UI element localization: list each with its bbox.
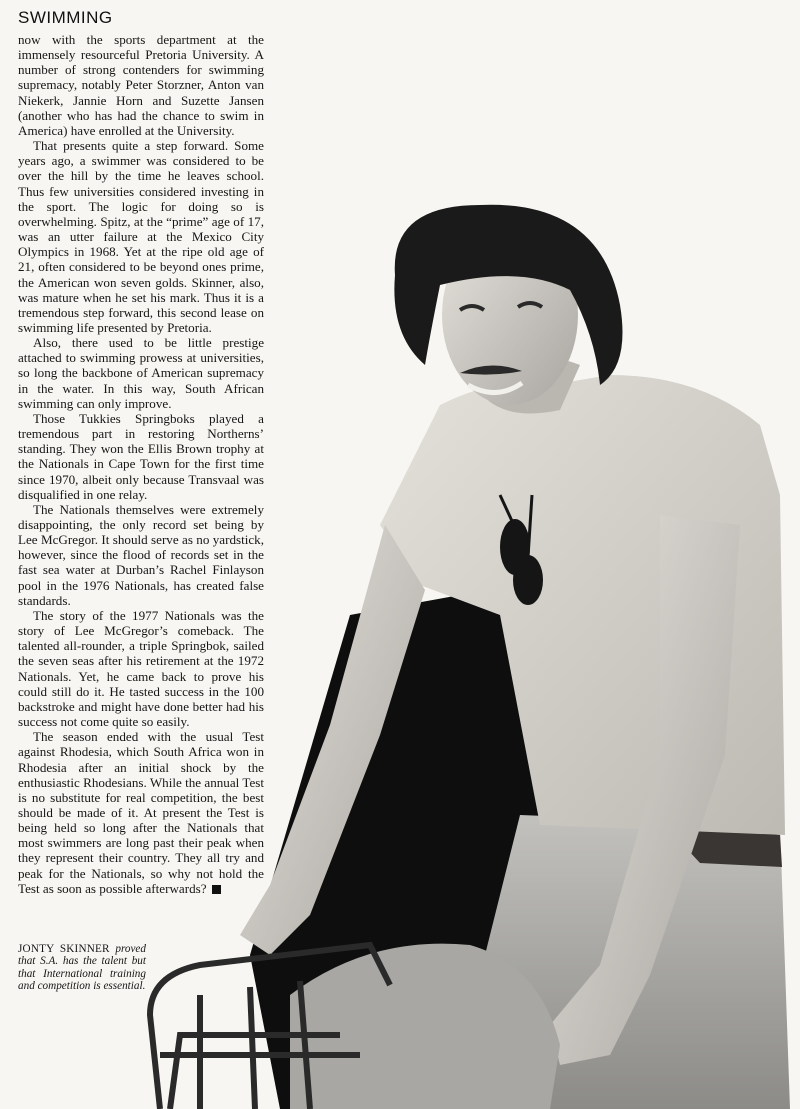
article-paragraph: The Nationals themselves were extremely disappointing, the only record set being by Lee McGregor. It should serve as no yardstick, however, since the flood of records set in the fast sea water at Durban’s Rachel Finlayson pool in the 1976 Nationals, has created false standards. — [18, 501, 264, 608]
article-paragraph: The story of the 1977 Nationals was the story of Lee McGregor’s comeback. The talented all-rounder, a triple Springbok, sailed the seven seas after his retirement at the 1972 Nationals. Yet, he came back to prove his could still do it. He tasted success in the 100 backstroke and might have done better had his success not come quite so easily. — [18, 607, 264, 730]
caption-text: proved that S.A. has the talent but that International training and competition is essential. — [18, 943, 146, 992]
article-paragraph: Also, there used to be little prestige attached to swimming prowess at universities, so long the backbone of American supremacy in the water. In this way, South African swimming can only improve. — [18, 335, 264, 411]
article-paragraph: now with the sports department at the immensely resourceful Pretoria University. A number of strong contenders for swimming supremacy, notably Peter Storzner, Anton van Niekerk, Jannie Horn and Suzette Jansen (another who has had the chance to swim in America) have enrolled at the University. — [18, 32, 264, 138]
caption-name: JONTY SKINNER — [18, 943, 110, 955]
photo-illustration — [140, 195, 800, 1109]
photo-caption — [18, 943, 146, 992]
photo-swimmer — [140, 195, 800, 1109]
section-label: SWIMMING — [18, 8, 113, 27]
article-paragraph-text: The season ended with the usual Test against Rhodesia, which South Africa won in Rhodesia after an initial shock by the enthusiastic Rhodesians. While the annual Test is no substitute for real competition, the best should be made of it. At present the Test is being held so long after the Nationals that most swimmers are long past their peak when they represent their country. They all try and peak for the Nationals, so why not hold the Test as soon as possible afterwards? — [18, 729, 264, 896]
article-paragraph: That presents quite a step forward. Some years ago, a swimmer was considered to be over the hill by the time he leaves school. Thus few universities considered investing in the sport. The logic for doing so is overwhelming. Spitz, at the “prime” age of 17, was an utter failure at the Mexico City Olympics in 1968. Yet at the ripe old age of 21, often considered to be beyond ones prime, the American won seven golds. Skinner, also, was mature when he set his mark. Thus it is a tremendous step forward, this second lease on swimming life presented by Pretoria. — [18, 138, 264, 335]
article-paragraph: Those Tukkies Springboks played a tremendous part in restoring Northerns’ standing. They won the Ellis Brown trophy at the Nationals in Cape Town for the first time since 1970, albeit only because Transvaal was disqualified in one relay. — [18, 410, 264, 502]
